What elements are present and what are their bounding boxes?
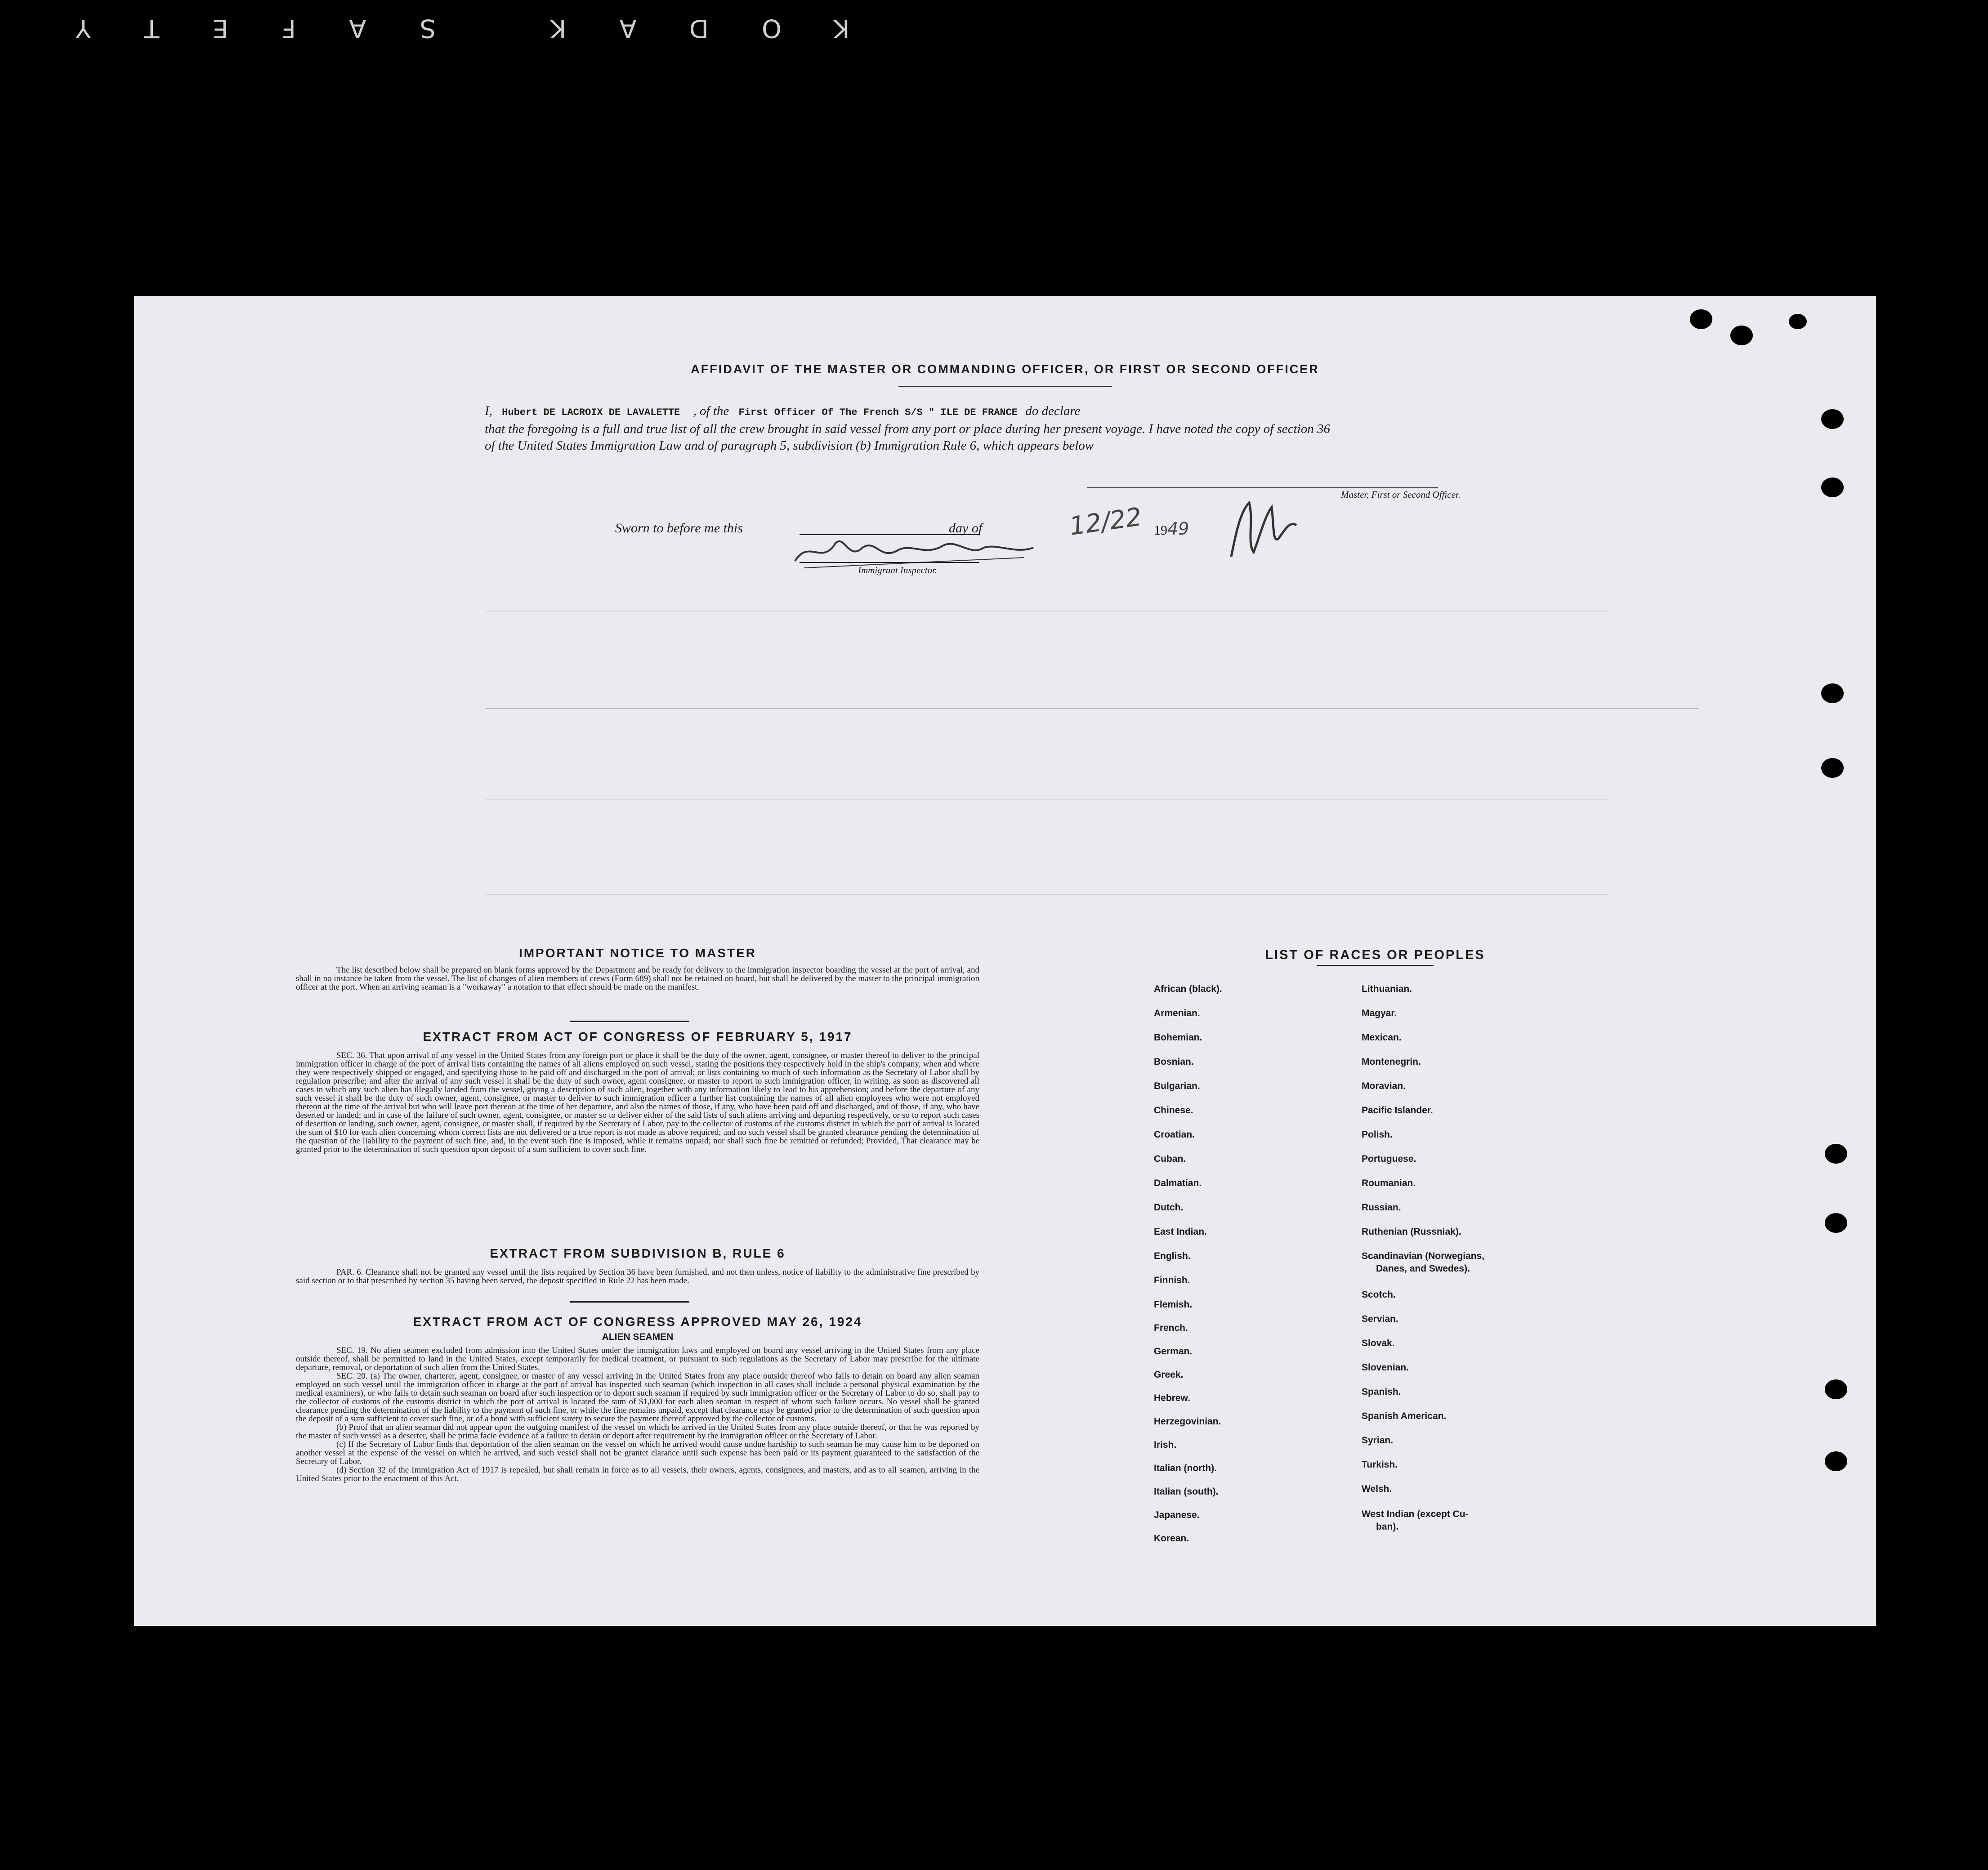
race-item: ban). [1376,1522,1399,1532]
officer-caption: Master, First or Second Officer. [1341,489,1461,500]
manifest-page [134,296,1876,1626]
race-item: Servian. [1362,1314,1398,1324]
race-item: Welsh. [1362,1484,1392,1494]
race-item: Magyar. [1362,1008,1397,1018]
race-item: Spanish. [1362,1387,1401,1397]
punch-hole [1730,326,1753,345]
race-item: Finnish. [1154,1275,1190,1285]
sec-20a-text: SEC. 20. (a) The owner, charterer, agent, consignee, or master of any vessel arriving in the United States from any place outside thereof who fails to detain on board any alien seaman employed on such vessel until the immigration officer in charge at the port of arrival has inspected such seaman (which inspection in all cases shall include a personal physical examination by the medical examiners), or who fails to detain such seaman on board after such inspection or to deport such seaman if required by such immigration officer or the Secretary of Labor to do so, shall pay to the collector of customs of the customs district in which the port of arrival is located the sum of $1,000 for each alien seaman in respect of whom such failure occurs. No vessel shall be granted clearance pending the determination of the liability to the payment of such fine, or while the fine remains unpaid, except that clearance may be granted prior to the determination of such question upon the deposit of a sum sufficient to cover such fine, or of a bond with sufficient surety to secure the payment thereof approved by the collector of customs. [296,1371,979,1424]
race-item: Hebrew. [1154,1393,1190,1403]
affidavit-i: I, [485,404,492,418]
race-item: Bohemian. [1154,1032,1202,1043]
rule6-rule [570,1301,689,1303]
sec-20b-text: (b) Proof that an alien seaman did not appear upon the outgoing manifest of the vessel on which he arrived in the United States from any place outside thereof, or that he was reported by the master of such vessel as a deserter, shall be prima facie evidence of a failure to detain or deport after requirement by the immigration officer or the Secretary of Labor. [296,1423,979,1441]
extract-1917-title: EXTRACT FROM ACT OF CONGRESS OF FEBRUARY 5, 1917 [423,1030,853,1044]
officer-signature-line [1087,487,1438,488]
race-item: Irish. [1154,1440,1177,1450]
officer-signature [1222,494,1303,561]
handwritten-year: 49 [1167,519,1189,539]
punch-hole [1825,1144,1847,1164]
race-item: Spanish American. [1362,1411,1447,1421]
punch-hole [1789,314,1807,329]
race-item: Croatian. [1154,1129,1195,1140]
race-item: Ruthenian (Russniak). [1362,1227,1461,1237]
race-item: Slovenian. [1362,1362,1409,1373]
race-item: Bosnian. [1154,1057,1194,1067]
affidavit-title-rule [898,386,1112,387]
affidavit-title: AFFIDAVIT OF THE MASTER OR COMMANDING OFFICER, OR FIRST OR SECOND OFFICER [691,362,1319,376]
affidavit-of-the: , of the [693,404,729,418]
race-item: Polish. [1362,1129,1393,1140]
race-item: Pacific Islander. [1362,1105,1433,1116]
notice-title: IMPORTANT NOTICE TO MASTER [518,946,757,960]
race-item: Moravian. [1362,1081,1406,1091]
race-item: East Indian. [1154,1227,1207,1237]
day-of-label: day of [949,521,983,536]
race-item: African (black). [1154,984,1222,994]
punch-hole [1825,1451,1847,1471]
race-item: English. [1154,1251,1191,1261]
race-item: German. [1154,1346,1193,1357]
notice-rule [570,1021,689,1022]
vessel-typed: First Officer Of The French S/S " ILE DE FRANCE [738,407,1018,418]
extract-1917-text: SEC. 36. That upon arrival of any vessel in the United States from any foreign port or place it shall be the duty of the owner, agent, consignee, or master thereof to deliver to the principal immigration officer in charge of the port of arrival lists containing the names of all aliens employed on such vessel, stating the positions they respectively hold in the ship's company, when and where they were respectively shipped or engaged, and specifying those to be paid off and discharged in the port of arrival; or lists containing so much of such information as the Secretary of Labor shall by regulation prescribe; and after the arrival of any such vessel it shall be the duty of such owner, agent consignee, or master to report to such immigration officer, in writing, as soon as discovered all cases in which any such alien has illegally landed from the vessel, giving a description of such alien, together with any information likely to lead to his apprehension; and before the departure of any such vessel it shall be the duty of such owner, agent, consignee, or master to deliver to such immigration officer a further list containing the names of all alien employees who were not employed thereon at the time of the arrival but who will leave port thereon at the time of her departure, and also the names of those, if any, who have been paid off and discharged, and of those, if any, who have deserted or landed; and in case of the failure of such owner, agent, consignee, or master so to deliver either of the said lists of such aliens arriving and departing respectively, or so to report such cases of desertion or landing, such owner, agent, consignee, or master shall, if required by the Secretary of Labor, pay to the collector of customs of the customs district in which the port of arrival is located the sum of $10 for each alien concerning whom correct lists are not delivered or a true report is not made as above required; and no such vessel shall be granted clearance pending the determination of the question of the liability to the payment of such fine, and, in the event such fine is imposed, while it remains unpaid; nor shall such fine be remitted or refunded; Provided, That clearance may be granted prior to the determination of such question upon deposit of a sum sufficient to cover such fine. [296,1051,979,1154]
race-item: Montenegrin. [1362,1057,1421,1067]
race-item: Lithuanian. [1362,984,1412,994]
extract-1924-body [296,1346,979,1483]
race-item: Roumanian. [1362,1178,1416,1188]
sec-19-text: SEC. 19. No alien seamen excluded from admission into the United States under the immigration laws and employed on board any vessel arriving in the United States from any place outside thereof, shall be permitted to land in the United States, except temporarily for medical treatment, or pursuant to such regulations as the Secretary of Labor may prescribe for the ultimate departure, removal, or deportation of such alien from the United States. [296,1346,979,1372]
year-label [1154,519,1189,539]
race-item: Mexican. [1362,1032,1402,1043]
punch-hole [1821,683,1844,703]
affidavit-declare: do declare [1025,404,1081,418]
bleed-through-line [485,799,1609,800]
alien-seamen-subtitle: ALIEN SEAMEN [602,1332,674,1342]
race-item: Flemish. [1154,1299,1193,1310]
race-item: Russian. [1362,1202,1401,1213]
race-item: Danes, and Swedes). [1376,1263,1470,1274]
race-item: Cuban. [1154,1154,1186,1164]
race-item: West Indian (except Cu- [1362,1509,1469,1519]
film-edge-marking: KODAK SAFETY [22,13,850,43]
race-item: Greek. [1154,1370,1184,1380]
punch-hole [1821,758,1844,778]
rule6-text: PAR. 6. Clearance shall not be granted any vessel until the lists required by Section 36 have been furnished, and not then unless, notice of liability to the administrative fine prescribed by said section or to that prescribed by section 35 having been served, the deposit specified in Rule 22 has been made. [296,1267,979,1285]
punch-hole [1825,1379,1847,1399]
punch-hole [1690,309,1712,329]
inspector-signature-line [800,562,979,563]
year-prefix: 19 [1154,523,1167,538]
race-item: Italian (north). [1154,1463,1217,1473]
affidavit-line-1 [485,404,1483,419]
race-item: Armenian. [1154,1008,1200,1018]
race-item: Portuguese. [1362,1154,1416,1164]
race-item: Bulgarian. [1154,1081,1200,1091]
race-item: Italian (south). [1154,1486,1219,1497]
race-item: Dalmatian. [1154,1178,1202,1188]
sec-20d-text: (d) Section 32 of the Immigration Act of 1917 is repealed, but shall remain in force as to all vessels, their owners, agents, consignees, and masters, and as to all seamen, arriving in the United States prior to the enactment of this Act. [296,1465,979,1483]
race-item: Turkish. [1362,1459,1398,1470]
notice-text: The list described below shall be prepared on blank forms approved by the Department and be ready for delivery to the immigration inspector boarding the vessel at the port of arrival, and shall in no instance be taken from the vessel. The list of changes of alien members of crews (Form 689) shall not be retained on board, but shall be delivered by the master to the principal immigration officer at the port. When an arriving seaman is a "workaway" a notation to that effect should be made on the manifest. [296,965,979,992]
races-title: LIST OF RACES OR PEOPLES [1265,948,1485,962]
race-item: Korean. [1154,1533,1189,1544]
extract-1924-title: EXTRACT FROM ACT OF CONGRESS APPROVED MAY 26, 1924 [413,1315,862,1329]
races-title-rule [1317,965,1434,966]
race-item: Dutch. [1154,1202,1184,1213]
sworn-label: Sworn to before me this [615,521,743,536]
punch-hole [1825,1213,1847,1233]
bleed-through-line [485,894,1609,895]
punch-hole [1821,478,1844,497]
rule6-title: EXTRACT FROM SUBDIVISION B, RULE 6 [490,1246,786,1260]
bleed-through-line [485,708,1699,709]
affidavit-body: that the foregoing is a full and true list of all the crew brought in said vessel from any port or place during her present voyage. I have noted the copy of section 36 of the United States Immigration Law and of paragraph 5, subdivision (b) Immigration Rule 6, which appears below [485,422,1330,453]
race-item: French. [1154,1323,1188,1333]
race-item: Japanese. [1154,1510,1200,1520]
officer-name: Hubert DE LACROIX DE LAVALETTE [502,407,680,418]
race-item: Chinese. [1154,1105,1193,1116]
race-item: Scotch. [1362,1290,1396,1300]
race-item: Scandinavian (Norwegians, [1362,1251,1485,1261]
handwritten-date: 12/22 [1068,502,1144,541]
race-item: Syrian. [1362,1435,1394,1446]
sec-20c-text: (c) If the Secretary of Labor finds that deportation of the alien seaman on the vessel on which he arrived would cause undue hardship to such seaman he may cause him to be deported on another vessel at the expense of the vessel on which he arrived, and such vessel shall not be grantet clarance until such expense has been paid or its payment guaranteed to the satisfaction of the Secretary of Labor. [296,1440,979,1466]
race-item: Slovak. [1362,1338,1395,1348]
race-item: Herzegovinian. [1154,1416,1221,1427]
inspector-caption: Immigrant Inspector. [858,565,938,576]
punch-hole [1821,409,1844,429]
